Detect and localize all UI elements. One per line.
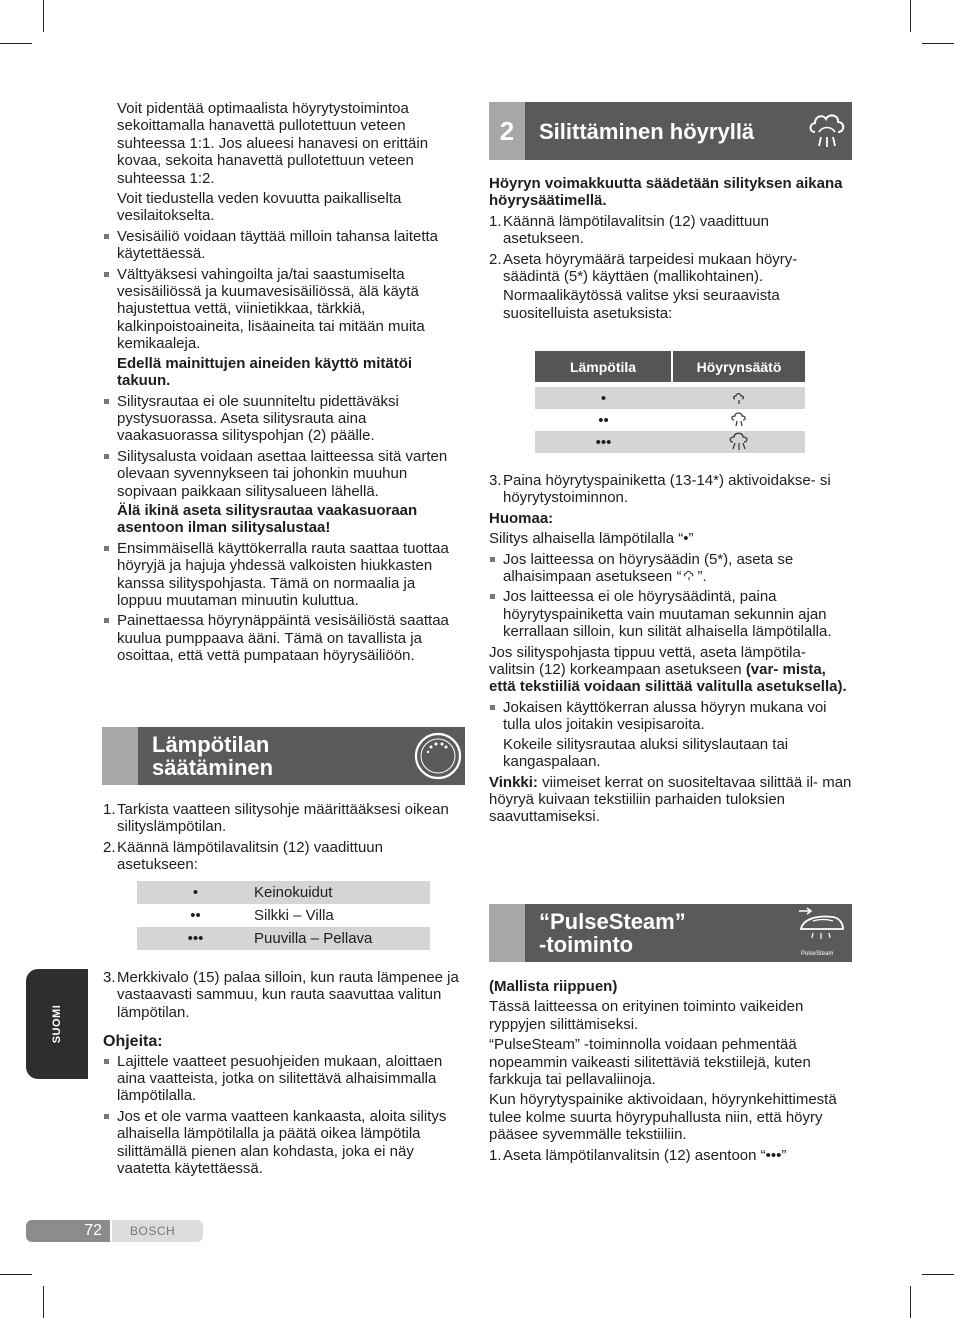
table-header-row: Lämpötila Höyrynsäätö — [535, 351, 805, 382]
section-header-pulsesteam — [489, 904, 852, 962]
table-row: ••• — [535, 431, 805, 453]
first-use-list — [489, 699, 853, 771]
list-item: Jos laitteessa on höyrysäädin (5*), aseta se alhaisimpaan asetukseen “ ”. — [489, 551, 853, 586]
list-item: 1. Aseta lämpötilanvalitsin (12) asentoon “•••” — [489, 1146, 787, 1164]
intro-paragraph: Voit pidentää optimaalista höyrytystoimintoa sekoittamalla hanavettä pullotettuun veteen suhteessa 1:1. Jos alueesi hanavesi on erittäin kovaa, sekoita hanavettä pullotettuun veteen suhteessa 1:2. — [117, 100, 429, 187]
list-item: Painettaessa höyrynäppäintä vesisäiliöstä saattaa kuulua pumppaava ääni. Tämä on tavallista ja osoittaa, että vettä pumpataan höyrysäiliöön. — [103, 612, 463, 664]
tip-paragraph: Vinkki: viimeiset kerrat on suositeltavaa silittää il- man höyryä kuivaan tekstiiliin parhaiden tuloksien saavuttamiseksi. — [489, 773, 852, 826]
list-item: 3. Merkkivalo (15) palaa silloin, kun rauta lämpenee ja vastaavasti sammuu, kun rauta saavuttaa valitun lämpötilan. — [103, 969, 459, 1021]
section-title: “PulseSteam” -toiminto — [539, 909, 686, 957]
temperature-steps — [103, 801, 463, 877]
crop-mark — [0, 43, 32, 44]
section-tab — [489, 904, 525, 962]
list-item: 2. Aseta höyrymäärä tarpeidesi mukaan höyry- säädintä (5*) käyttäen (mallikohtainen). Normaalikäytössä valitse yksi seuraavista suositelluista asetuksista: — [489, 250, 798, 322]
section-header-steam-ironing — [489, 102, 852, 160]
crop-mark — [910, 1286, 911, 1318]
page-number-box — [26, 1220, 110, 1242]
crop-mark — [43, 1286, 44, 1318]
crop-mark — [0, 1274, 32, 1275]
steam-low-icon — [681, 569, 697, 583]
ironing-rest-warning: Älä ikinä aseta silitysrautaa vaakasuoraan asentoon ilman silitysalustaa! — [117, 501, 418, 537]
crop-mark — [43, 0, 44, 32]
note-title: Huomaa: — [489, 509, 554, 527]
table-row: ••• Puuvilla – Pellava — [137, 927, 430, 950]
list-item: Silitysalusta voidaan asettaa laitteessa sitä varten olevaan syvennykseen tai johonkin muuhun sopivaan paikkaan silitysalueen lähellä. Älä ikinä aseta silitysrautaa vaakasuoraan asentoon ilman silitysalustaa! — [103, 448, 463, 537]
steam-ironing-text — [489, 175, 853, 325]
model-note: (Mallista riippuen) — [489, 978, 618, 995]
pulsesteam-text: (Mallista riippuen) Tässä laitteessa on erityinen toiminto vaikeiden ryppyjen silittämiseksi. “PulseSteam” -toiminnolla voidaan pehmentää nopeammin vaikeasti silitettäviä tekstiilejä, kuten farkkuja tai pellavaliinoja. Kun höyrytyspainike aktivoidaan, höyrynkehittimestä tulee kolme suurta höyrypuhallusta niin, että höyry pääsee syvemmälle tekstiiliin. 1. Aseta lämpötilanvalitsin (12) asentoon “•••” — [489, 978, 853, 1167]
drip-paragraph: Jos silityspohjasta tippuu vettä, aseta lämpötila- valitsin (12) korkeampaan asetukseen (var- mista, että tekstiiliä voidaan silittää valitulla asetuksella). — [489, 643, 847, 696]
list-item: Lajittele vaatteet pesuohjeiden mukaan, aloittaen aina vaatteista, jotka on silitettävä alhaisimmalla lämpötilalla. — [103, 1053, 463, 1105]
language-side-tab: SUOMI — [26, 969, 88, 1079]
section-header-temperature — [102, 727, 465, 785]
numbered-list — [103, 801, 463, 874]
list-item: Jos laitteessa ei ole höyrysäädintä, paina höyrytyspainiketta vain muutaman sekunnin ajan kerrallaan silloin, kun silität alhaisella lämpötilalla. — [489, 588, 853, 640]
note-list — [489, 551, 853, 641]
crop-mark — [922, 1274, 954, 1275]
section-number: 2 — [489, 102, 525, 160]
temperature-dial-icon — [412, 730, 464, 782]
list-item: Vesisäiliö voidaan täyttää milloin tahansa laitetta käytettäessä. — [103, 228, 463, 263]
numbered-list — [489, 213, 853, 322]
steam-low-icon — [731, 391, 747, 407]
note-text: Silitys alhaisella lämpötilalla “•” — [489, 530, 694, 548]
table-row: •• Silkki – Villa — [190, 907, 334, 924]
bullet-list — [103, 228, 463, 665]
list-item: 2. Käännä lämpötilavalitsin (12) vaadittuun asetukseen: — [103, 838, 383, 874]
warranty-warning: Edellä mainittujen aineiden käyttö mitätöi takuun. — [117, 354, 413, 390]
list-item: Silitysrautaa ei ole suunniteltu pidettäväksi pystysuorassa. Aseta silitysrauta aina vaakasuorassa silityspohjan (2) päälle. — [103, 393, 463, 445]
list-item: 3. Paina höyrytyspainiketta (13-14*) aktivoidakse- si höyrytystoiminnon. — [489, 472, 831, 507]
numbered-list — [103, 969, 463, 1021]
list-item: Välttyäksesi vahingoilta ja/tai saastumiselta vesisäiliössä ja kuumavesisäiliössä, älä käytä hajustettua vettä, viinietikkaa, tärkkiä, kalkinpoistoaineita, lisäaineita tai mitään muita kemikaaleja. Edellä mainittujen aineiden käyttö mitätöi takuun. — [103, 266, 463, 390]
table-row: •• — [535, 409, 805, 431]
intro-paragraph: Voit tiedustella veden kovuutta paikalliselta vesilaitokselta. — [117, 190, 402, 225]
list-item: 1. Tarkista vaatteen silitysohje määrittääksesi oikean silityslämpötilan. — [103, 801, 449, 836]
steam-intro: Höyryn voimakkuutta säädetään silityksen aikana höyrysäätimellä. — [489, 175, 843, 210]
page-number: 72 — [84, 1222, 102, 1239]
crop-mark — [910, 0, 911, 32]
pulsesteam-icon-label: PulseSteam — [801, 951, 834, 957]
tips-title: Ohjeita: — [103, 1033, 163, 1051]
numbered-list — [489, 1147, 853, 1164]
left-intro-block — [103, 100, 463, 668]
crop-mark — [922, 43, 954, 44]
section-title: Lämpötilan säätäminen — [152, 732, 274, 780]
table-row: • — [535, 387, 805, 409]
steam-settings-table — [535, 351, 805, 453]
list-item: Jos et ole varma vaatteen kankaasta, aloita silitys alhaisella lämpötilalla ja päätä oikea lämpötila silittämällä pienen alan kohdasta, joka ei näy vaatetta käytettäessä. — [103, 1108, 463, 1178]
steam-cloud-icon — [807, 110, 847, 152]
temperature-step-3 — [103, 969, 463, 1180]
section-tab — [102, 727, 138, 785]
steam-ironing-text-2 — [489, 472, 853, 829]
steam-high-icon — [729, 432, 749, 452]
section-title: Silittäminen höyryllä — [539, 119, 755, 144]
list-item: Ensimmäisellä käyttökerralla rauta saattaa tuottaa höyryjä ja hajuja yhdessä valkoisten hiukkasten kanssa silityspohjasta. Tämä on normaalia ja loppuu muutaman minuutin kuluttua. — [103, 540, 463, 610]
numbered-list — [489, 472, 853, 507]
pulsesteam-iron-icon — [793, 907, 849, 951]
list-item: Jokaisen käyttökerran alussa höyryn mukana voi tulla ulos joitakin vesipisaroita. Kokeile silitysrautaa aluksi silityslautaan tai kangaspalaan. — [489, 699, 853, 771]
table-row: • Keinokuidut — [137, 881, 430, 904]
temperature-table — [137, 881, 430, 950]
brand-box — [112, 1220, 203, 1242]
list-item: 1. Käännä lämpötilavalitsin (12) vaadittuun asetukseen. — [489, 212, 769, 248]
brand-name: BOSCH — [130, 1224, 176, 1238]
steam-medium-icon — [730, 411, 748, 429]
tips-list — [103, 1053, 463, 1178]
